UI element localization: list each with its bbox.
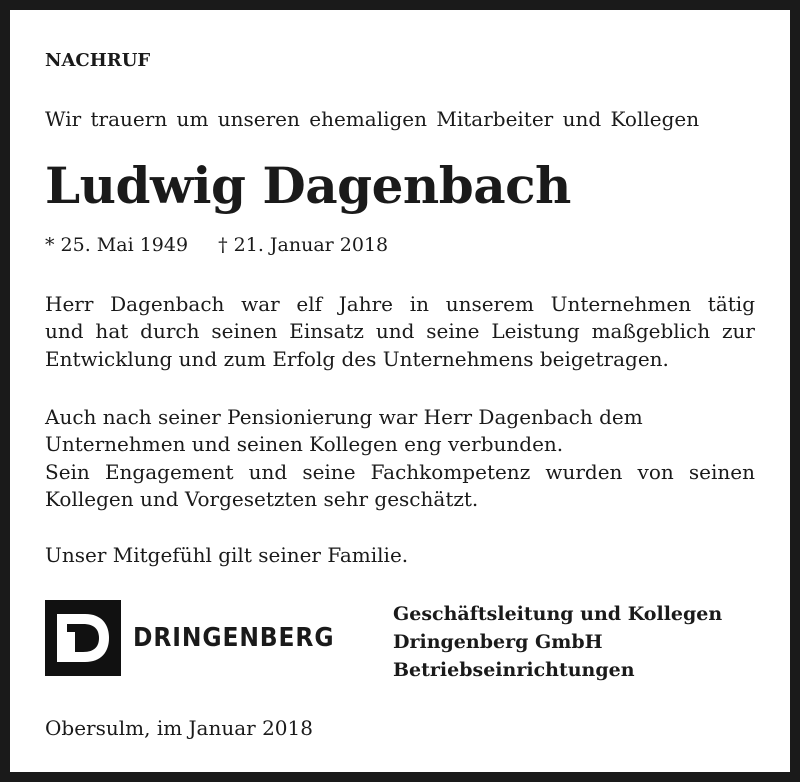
intro-line: Wir trauern um unseren ehemaligen Mitarbeiter und Kollegen	[45, 107, 700, 131]
text-line: Entwicklung und zum Erfolg des Unternehmens beigetragen.	[45, 346, 669, 371]
place-date: Obersulm, im Januar 2018	[45, 716, 313, 740]
text-line: Auch nach seiner Pensionierung war Herr Dagenbach dem	[45, 405, 643, 429]
company-logo	[45, 600, 357, 676]
paragraph-1	[45, 291, 755, 373]
text-line: Unternehmen und seinen Kollegen eng verbunden.	[45, 432, 564, 457]
deceased-name: Ludwig Dagenbach	[45, 156, 571, 215]
text-line: und hat durch seinen Einsatz und seine Leistung maßgeblich zur	[45, 319, 755, 344]
birth-date: * 25. Mai 1949	[45, 234, 189, 256]
signature	[393, 600, 722, 684]
text-line: Kollegen und Vorgesetzten sehr geschätzt.	[45, 486, 479, 511]
logo-text: DRINGENBERG	[133, 623, 335, 653]
death-date: † 21. Januar 2018	[218, 234, 389, 256]
dates	[45, 234, 412, 256]
signature-line: Geschäftsleitung und Kollegen	[393, 603, 723, 625]
heading: NACHRUF	[45, 50, 151, 71]
signature-line: Betriebseinrichtungen	[393, 659, 635, 681]
paragraph-2	[45, 404, 755, 513]
logo-d-icon	[45, 600, 121, 676]
text-line: Sein Engagement und seine Fachkompetenz wurden von seinen	[45, 459, 755, 484]
text-line: Herr Dagenbach war elf Jahre in unserem Unternehmen tätig	[45, 292, 755, 316]
paragraph-3: Unser Mitgefühl gilt seiner Familie.	[45, 543, 409, 567]
obituary-notice	[10, 10, 790, 772]
signature-line: Dringenberg GmbH	[393, 631, 603, 653]
